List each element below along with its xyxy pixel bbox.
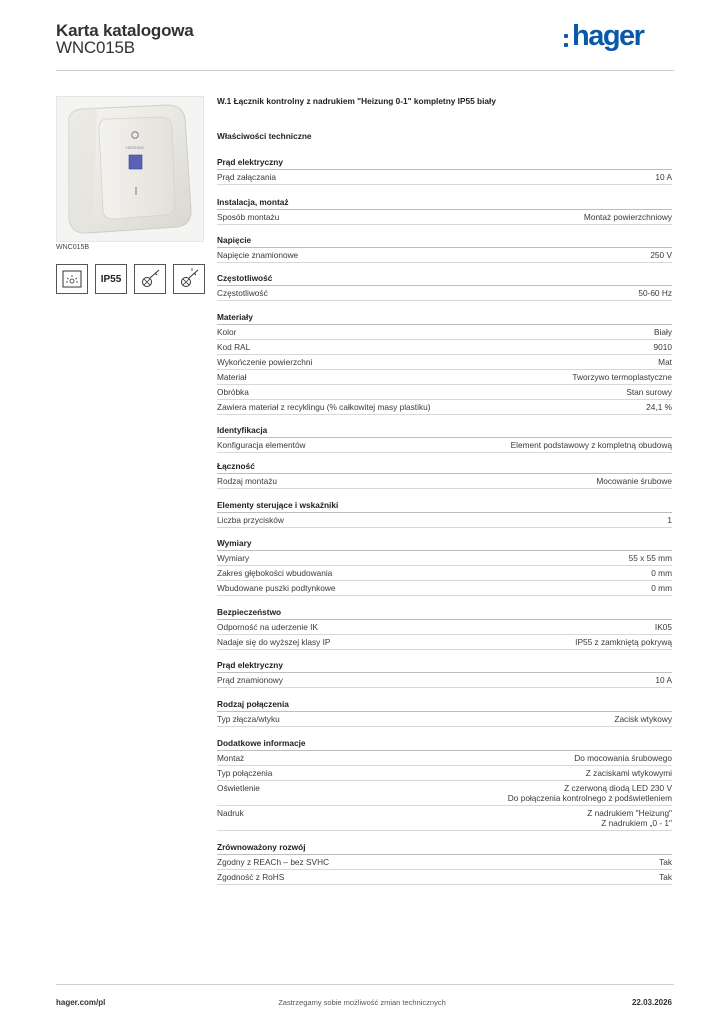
spec-value-line: 24,1 % [646, 402, 672, 412]
footer-divider [56, 984, 674, 985]
spec-label: Wymiary [217, 553, 250, 563]
switch-illustration [57, 97, 203, 241]
spec-row [217, 325, 672, 340]
spec-section [217, 234, 672, 263]
spec-label: Zgodność z RoHS [217, 872, 285, 882]
spec-value [596, 476, 672, 486]
spec-label: Liczba przycisków [217, 515, 284, 525]
spec-row [217, 370, 672, 385]
section-heading: Instalacja, montaż [217, 196, 672, 210]
spec-value [655, 172, 672, 182]
spec-value-line: IP55 z zamkniętą pokrywą [575, 637, 672, 647]
spec-value [667, 515, 672, 525]
spec-label: Typ złącza/wtyku [217, 714, 280, 724]
spec-value [651, 583, 672, 593]
spec-row [217, 385, 672, 400]
section-heading: Napięcie [217, 234, 672, 248]
spec-value-line: Tak [659, 857, 672, 867]
spec-value-line: 250 V [650, 250, 672, 260]
logo-dots-icon [564, 34, 569, 52]
footer-disclaimer: Zastrzegamy sobie możliwość zmian technicznych [278, 998, 446, 1007]
spec-label: Kod RAL [217, 342, 251, 352]
spec-value [572, 372, 672, 382]
spec-value-line: 1 [667, 515, 672, 525]
spec-value [626, 387, 672, 397]
spec-row [217, 355, 672, 370]
spec-row [217, 781, 672, 806]
spec-label: Typ połączenia [217, 768, 273, 778]
spec-section [217, 499, 672, 528]
spec-label: Nadaje się do wyższej klasy IP [217, 637, 331, 647]
spec-value [654, 342, 672, 352]
spec-section [217, 311, 672, 415]
section-heading: Zrównoważony rozwój [217, 841, 672, 855]
section-heading: Materiały [217, 311, 672, 325]
spec-value [508, 783, 672, 803]
spec-value-line: IK05 [654, 622, 672, 632]
spec-value-line: Element podstawowy z kompletną obudową [510, 440, 672, 450]
spec-value [587, 808, 672, 828]
section-heading: Rodzaj połączenia [217, 698, 672, 712]
spec-value-line: 10 A [655, 675, 672, 685]
spec-row [217, 806, 672, 831]
spec-value-line: 55 x 55 mm [628, 553, 672, 563]
spec-label: Materiał [217, 372, 247, 382]
section-heading: Dodatkowe informacje [217, 737, 672, 751]
spec-label: Prąd załączania [217, 172, 277, 182]
spec-label: Oświetlenie [217, 783, 260, 793]
spec-value-line: Zacisk wtykowy [614, 714, 672, 724]
spec-row [217, 210, 672, 225]
header-product-code: WNC015B [56, 38, 135, 57]
spec-value [629, 553, 672, 563]
spec-section [217, 841, 672, 885]
spec-row [217, 855, 672, 870]
spec-value-line: Stan surowy [626, 387, 672, 397]
spec-label: Zgodny z REACh – bez SVHC [217, 857, 330, 867]
spec-value-line: Mocowanie śrubowe [596, 476, 672, 486]
spec-value [614, 714, 672, 724]
indoor-light-icon [56, 264, 88, 294]
spec-value-line: Do mocowania śrubowego [574, 753, 672, 763]
spec-row [217, 751, 672, 766]
spec-value-line: 0 mm [651, 568, 672, 578]
spec-row [217, 635, 672, 650]
spec-label: Częstotliwość [217, 288, 268, 298]
spec-value-line: Z nadrukiem "Heizung" [587, 808, 672, 818]
footer-date: 22.03.2026 [631, 998, 672, 1007]
spec-row [217, 400, 672, 415]
spec-row [217, 438, 672, 453]
spec-row [217, 286, 672, 301]
spec-value-line: Mat [658, 357, 672, 367]
footer-website-link[interactable]: hager.com/pl [56, 998, 106, 1007]
spec-label: Nadruk [217, 808, 244, 818]
spec-label: Sposób montażu [217, 212, 280, 222]
spec-value [574, 753, 672, 763]
hager-logo[interactable] [564, 20, 676, 56]
spec-row [217, 474, 672, 489]
spec-label: Konfiguracja elementów [217, 440, 306, 450]
spec-value [511, 440, 672, 450]
spec-value [655, 622, 672, 632]
spec-label: Montaż [217, 753, 245, 763]
spec-value [658, 357, 672, 367]
spec-label: Napięcie znamionowe [217, 250, 299, 260]
spec-label: Wykończenie powierzchni [217, 357, 313, 367]
spec-section [217, 737, 672, 831]
section-heading: Częstotliwość [217, 272, 672, 286]
spec-row [217, 766, 672, 781]
spec-value-line: Tak [659, 872, 672, 882]
spec-label: Wbudowane puszki podtynkowe [217, 583, 336, 593]
spec-section [217, 196, 672, 225]
spec-section [217, 156, 672, 185]
spec-row [217, 248, 672, 263]
spec-value-line: Tworzywo termoplastyczne [572, 372, 672, 382]
spec-value [575, 637, 672, 647]
spec-section [217, 659, 672, 688]
spec-value-line: Z czerwoną diodą LED 230 V [564, 783, 672, 793]
header-divider [56, 70, 674, 71]
spec-label: Odporność na uderzenie IK [217, 622, 319, 632]
spec-row [217, 870, 672, 885]
section-heading: Właściwości techniczne [217, 131, 312, 141]
spec-row [217, 551, 672, 566]
spec-section [217, 537, 672, 596]
key-switch-icon [134, 264, 166, 294]
product-title: W.1 Łącznik kontrolny z nadrukiem "Heizung 0-1" kompletny IP55 biały [217, 96, 496, 106]
spec-value [586, 768, 672, 778]
spec-section [217, 606, 672, 650]
spec-value [638, 288, 672, 298]
spec-section [217, 460, 672, 489]
spec-value [646, 402, 672, 412]
spec-label: Zawiera materiał z recyklingu (% całkowitej masy plastiku) [217, 402, 431, 412]
section-heading: Łączność [217, 460, 672, 474]
spec-value [655, 675, 672, 685]
section-heading: Prąd elektryczny [217, 156, 672, 170]
spec-value [651, 568, 672, 578]
spec-row [217, 340, 672, 355]
spec-value-line: 10 A [655, 172, 672, 182]
spec-row [217, 712, 672, 727]
spec-row [217, 620, 672, 635]
spec-row [217, 673, 672, 688]
spec-label: Obróbka [217, 387, 249, 397]
ip55-badge: IP55 [95, 264, 127, 294]
spec-value-line: Z nadrukiem „0 - 1" [601, 818, 672, 828]
spec-value [584, 212, 672, 222]
spec-row [217, 581, 672, 596]
spec-label: Prąd znamionowy [217, 675, 283, 685]
header-title: Karta katalogowa [56, 21, 194, 40]
spec-value-line: Montaż powierzchniowy [583, 212, 672, 222]
section-heading: Wymiary [217, 537, 672, 551]
spec-value [659, 872, 672, 882]
logo-wordmark: hager [572, 20, 644, 52]
spec-row [217, 513, 672, 528]
spec-value-line: 50-60 Hz [638, 288, 672, 298]
spec-value-line: Biały [654, 327, 672, 337]
spec-section [217, 424, 672, 453]
spec-label: Rodzaj montażu [217, 476, 277, 486]
switch-heizung-label: HEIZUNG [126, 145, 144, 150]
spec-value-line: 9010 [653, 342, 672, 352]
spec-label: Zakres głębokości wbudowania [217, 568, 333, 578]
spec-value-line: Do połączenia kontrolnego z podświetleniem [507, 793, 672, 803]
section-heading: Prąd elektryczny [217, 659, 672, 673]
product-image-caption: WNC015B [56, 244, 90, 251]
spec-value [654, 327, 672, 337]
spec-value [650, 250, 672, 260]
spec-section [217, 130, 672, 143]
spec-row [217, 170, 672, 185]
section-heading: Elementy sterujące i wskaźniki [217, 499, 672, 513]
spec-section [217, 272, 672, 301]
section-heading: Bezpieczeństwo [217, 606, 672, 620]
spec-label: Kolor [217, 327, 237, 337]
key-switch-icon [173, 264, 205, 294]
spec-value-line: 0 mm [651, 583, 672, 593]
spec-section [217, 698, 672, 727]
spec-value-line: Z zaciskami wtykowymi [585, 768, 672, 778]
spec-value [659, 857, 672, 867]
section-heading: Identyfikacja [217, 424, 672, 438]
spec-row [217, 566, 672, 581]
product-image [56, 96, 204, 242]
